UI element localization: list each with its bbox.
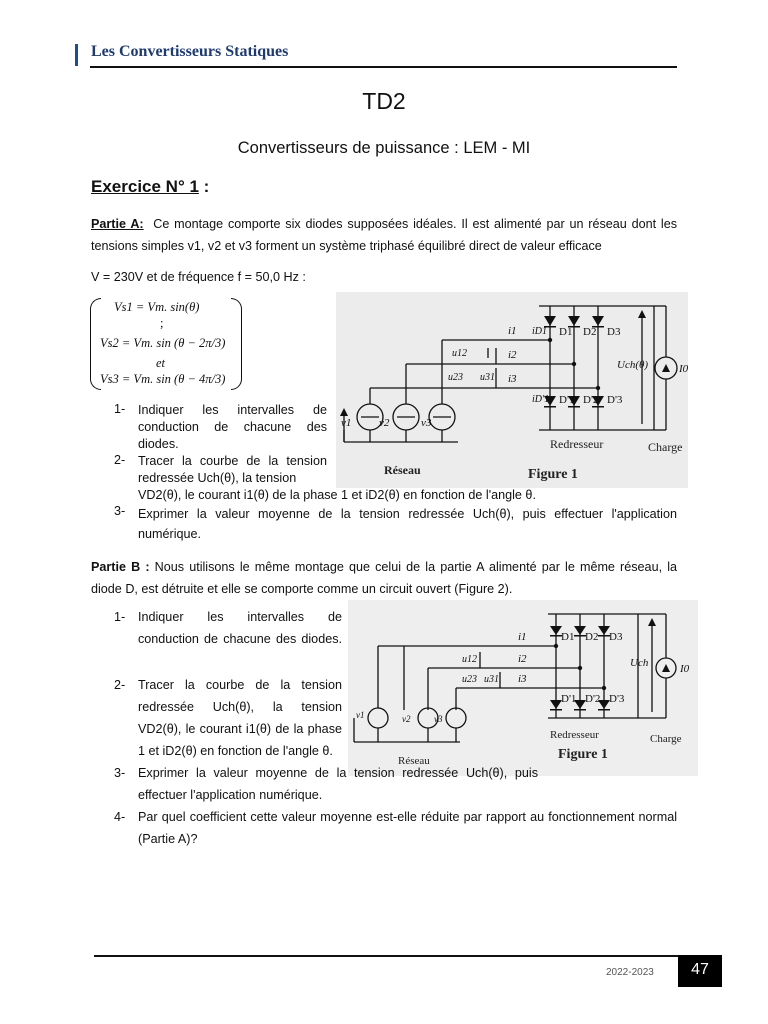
formula-block [90,298,240,390]
formula-right-paren [231,298,242,390]
footer-year: 2022-2023 [606,967,654,978]
partB-label: Partie B : [91,560,150,574]
fig2-charge: Charge [650,733,682,745]
fig2-u23: u23 [462,674,477,685]
fig2-uch: Uch [630,657,649,669]
fig1-v3: v3 [421,417,432,429]
formula-sep-1: ; [160,316,164,330]
fig2-D2p: D'2 [585,693,601,705]
partB-intro [91,556,677,600]
fig2-u31: u31 [484,674,499,685]
partA-q1-num: 1- [114,402,126,416]
fig1-reseau: Réseau [384,463,421,477]
exercise-heading-label: Exercice N° 1 [91,177,199,196]
fig2-v2: v2 [402,714,411,724]
fig2-i2: i2 [518,653,527,665]
partB-q3-text [138,762,538,806]
fig2-D1p: D'1 [561,693,577,705]
fig1-redresseur: Redresseur [550,437,604,451]
exercise-heading-colon: : [198,177,210,196]
fig2-reseau: Réseau [398,755,430,767]
fig2-u12: u12 [462,654,477,665]
fig2-caption: Figure 1 [558,747,608,762]
fig1-iD1: iD1 [532,326,547,337]
fig1-v1: v1 [341,417,352,429]
fig1-D3p: D'3 [607,394,623,406]
fig2-i1: i1 [518,631,527,643]
fig1-D3: D3 [607,326,621,338]
fig1-v2: v2 [379,417,390,429]
partA-q2-text-b: VD2(θ), le courant i1(θ) de la phase 1 et iD2(θ) en fonction de l'angle θ. [138,488,536,502]
figure-2-circuit [348,600,698,776]
page-title: TD2 [362,88,406,114]
partB-q4-text: Par quel coefficient cette valeur moyenne est-elle réduite par rapport au fonctionnement normal (Partie A)? [138,810,677,846]
partA-q3-num: 3- [114,504,126,518]
header-accent-bar [75,44,78,66]
partA-q3-text: Exprimer la valeur moyenne de la tension redressée Uch(θ), puis effectuer l'application numérique. [138,507,677,541]
header-title: Les Convertisseurs Statiques [91,43,289,60]
fig2-v1: v1 [356,710,365,720]
formula-line-1: Vs1 = Vm. sin(θ) [114,300,200,314]
fig1-u31: u31 [480,372,495,383]
formula-line-2: Vs2 = Vm. sin (θ − 2π/3) [100,336,226,350]
fig1-i1: i1 [508,325,517,337]
header-rule [90,66,677,68]
page-number: 47 [678,955,722,987]
fig2-i0: I0 [680,663,690,675]
fig1-i0: I0 [679,363,688,375]
fig1-D1p: D'1 [559,394,575,406]
fig1-u23: u23 [448,372,463,383]
fig2-D3p: D'3 [609,693,625,705]
fig2-redresseur: Redresseur [550,729,599,741]
partA-q2-num: 2- [114,453,126,467]
fig1-u12: u12 [452,348,467,359]
partB-q1-text: Indiquer les intervalles de conduction de chacune des diodes. [138,610,342,646]
formula-line-3: Vs3 = Vm. sin (θ − 4π/3) [100,372,226,386]
partB-q3-text-span: Exprimer la valeur moyenne de la tension redressée Uch(θ), puis effectuer l'application numérique. [138,766,538,802]
fig2-D1: D1 [561,631,575,643]
partA-q2-text-a: Tracer la courbe de la tension redressée Uch(θ), la tension [138,454,327,485]
partA-q1-text: Indiquer les intervalles de conduction de chacune des diodes. [138,403,327,451]
partA-intro [91,213,677,257]
exercise-heading [91,177,209,197]
partA-label: Partie A: [91,217,144,231]
fig1-iD1p: iD'1 [532,394,550,405]
fig1-i2: i2 [508,349,517,361]
figure-1-circuit [336,292,688,488]
partB-q4-num: 4- [114,810,126,824]
partB-q2-num: 2- [114,678,126,692]
partB-q1-num: 1- [114,610,126,624]
fig2-v3: v3 [434,714,443,724]
fig1-caption: Figure 1 [528,467,578,482]
fig1-uch: Uch(θ) [617,359,649,371]
fig1-D2: D2 [583,326,597,338]
partA-intro-text: Ce montage comporte six diodes supposées idéales. Il est alimenté par un réseau dont les tensions simples v1, v2 et v3 forment un système triphasé équilibré direct de valeur efficace [91,217,678,253]
fig1-D2p: D'2 [583,394,599,406]
fig2-i3: i3 [518,673,527,685]
fig1-D1: D1 [559,326,573,338]
partB-q3-num: 3- [114,766,126,780]
partB-q2-text: Tracer la courbe de la tension redressée Uch(θ), la tension VD2(θ), le courant i1(θ) de la phase 1 et iD2(θ) en fonction de l'angle θ. [138,678,342,758]
partB-intro-text: Nous utilisons le même montage que celui de la partie A alimenté par le même réseau, la diode D, est détruite et elle se comporte comme un circuit ouvert (Figure 2). [91,560,677,596]
fig1-i3: i3 [508,373,517,385]
page-subtitle: Convertisseurs de puissance : LEM - MI [237,139,531,157]
fig2-D2: D2 [585,631,599,643]
fig1-charge: Charge [648,440,683,454]
formula-sep-2: et [156,356,166,370]
partA-values: V = 230V et de fréquence f = 50,0 Hz : [91,270,306,284]
fig2-D3: D3 [609,631,623,643]
footer-rule [94,955,678,957]
